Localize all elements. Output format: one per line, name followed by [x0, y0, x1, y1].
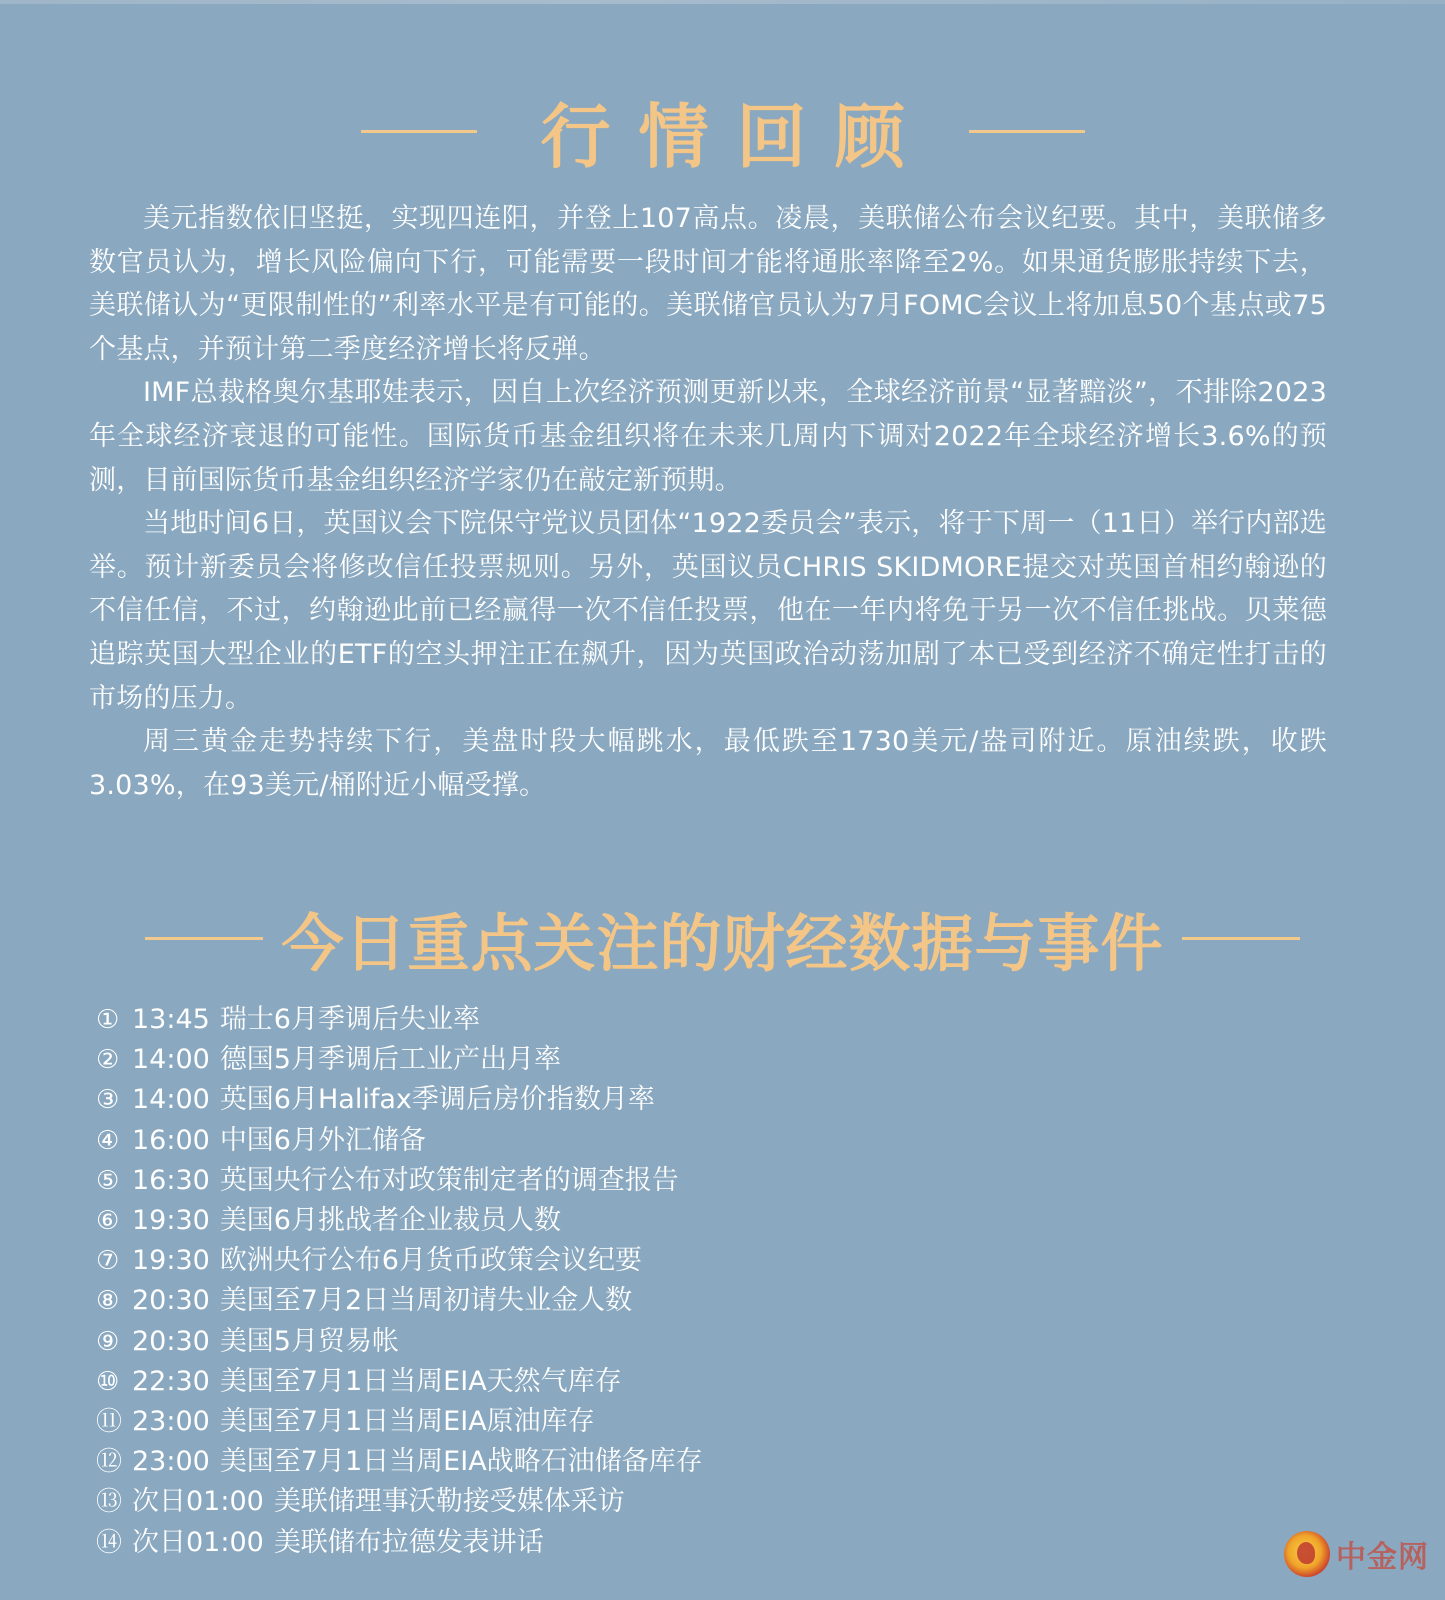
event-text: 美国至7月2日当周初请失业金人数	[219, 1285, 633, 1317]
event-number: ⑦	[96, 1246, 120, 1277]
event-number: ⑤	[96, 1165, 120, 1196]
event-text: 英国央行公布对政策制定者的调查报告	[219, 1164, 679, 1196]
event-text: 美国至7月1日当周EIA天然气库存	[219, 1365, 622, 1397]
review-section-header	[0, 86, 1445, 176]
event-time: 23:00	[132, 1406, 210, 1438]
event-time: 22:30	[132, 1365, 210, 1397]
event-number: ⑬	[96, 1487, 123, 1518]
event-text: 瑞士6月季调后失业率	[219, 1004, 480, 1035]
review-body	[89, 197, 1327, 807]
list-item	[96, 1000, 703, 1040]
list-item	[96, 1442, 703, 1482]
review-section-title: 行情回顾	[540, 95, 933, 178]
title-line-right	[969, 130, 1085, 133]
event-time: 13:45	[132, 1004, 210, 1035]
list-item	[96, 1402, 703, 1442]
event-number: ⑥	[96, 1206, 120, 1237]
list-item	[96, 1121, 703, 1161]
list-item	[96, 1080, 703, 1120]
event-number: ④	[96, 1125, 120, 1156]
event-text: 中国6月外汇储备	[219, 1124, 426, 1156]
event-time: 19:30	[132, 1205, 210, 1237]
event-text: 美国6月挑战者企业裁员人数	[219, 1205, 561, 1237]
event-number: ②	[96, 1045, 120, 1076]
event-text: 美联储理事沃勒接受媒体采访	[273, 1486, 625, 1518]
review-paragraph: 美元指数依旧坚挺，实现四连阳，并登上107高点。凌晨，美联储公布会议纪要。其中，美联储多数官员认为，增长风险偏向下行，可能需要一段时间才能将通胀率降至2%。如果通货膨胀持续下去，美联储认为“更限制性的”利率水平是有可能的。美联储官员认为7月FOMC会议上将加息50个基点或75个基点，并预计第二季度经济增长将反弹。	[89, 203, 1327, 365]
watermark-text: 中金网	[1336, 1540, 1429, 1575]
list-item	[96, 1241, 703, 1281]
event-number: ①	[96, 1005, 120, 1035]
event-time: 次日01:00	[132, 1526, 264, 1558]
event-number: ⑩	[96, 1366, 120, 1397]
event-number: ⑪	[96, 1407, 123, 1438]
event-number: ⑧	[96, 1286, 120, 1317]
event-time: 14:00	[132, 1044, 210, 1076]
event-time: 14:00	[132, 1084, 210, 1116]
review-paragraph: 当地时间6日，英国议会下院保守党议员团体“1922委员会”表示，将于下周一（11日）举行内部选举。预计新委员会将修改信任投票规则。另外，英国议员CHRIS SKIDMORE提交对英国首相约翰逊的不信任信，不过，约翰逊此前已经赢得一次不信任投票，他在一年内将免于另一次不信任挑战。贝莱德追踪英国大型企业的ETF的空头押注正在飙升，因为英国政治动荡加剧了本已受到经济不确定性打击的市场的压力。	[89, 508, 1327, 714]
list-item	[96, 1482, 703, 1522]
event-time: 次日01:00	[132, 1486, 264, 1518]
top-edge-strip	[0, 0, 1445, 4]
list-item	[96, 1040, 703, 1080]
event-time: 23:00	[132, 1446, 210, 1478]
title-line-right	[1182, 937, 1300, 940]
event-text: 美国5月贸易帐	[219, 1325, 399, 1357]
list-item	[96, 1201, 703, 1241]
event-text: 美国至7月1日当周EIA原油库存	[219, 1406, 595, 1438]
event-text: 欧洲央行公布6月货币政策会议纪要	[219, 1245, 642, 1277]
event-text: 英国6月Halifax季调后房价指数月率	[219, 1084, 655, 1116]
review-paragraph: IMF总裁格奥尔基耶娃表示，因自上次经济预测更新以来，全球经济前景“显著黯淡”，不排除2023年全球经济衰退的可能性。国际货币基金组织将在未来几周内下调对2022年全球经济增长3.6%的预测，目前国际货币基金组织经济学家仍在敲定新预期。	[89, 377, 1327, 496]
event-number: ⑭	[96, 1527, 123, 1558]
title-line-left	[145, 937, 263, 940]
event-text: 德国5月季调后工业产出月率	[219, 1044, 561, 1076]
title-line-left	[361, 130, 477, 133]
event-text: 美联储布拉德发表讲话	[273, 1526, 544, 1558]
event-time: 20:30	[132, 1285, 210, 1317]
events-section-header	[0, 898, 1445, 978]
event-time: 20:30	[132, 1325, 210, 1357]
list-item	[96, 1322, 703, 1362]
events-section-title: 今日重点关注的财经数据与事件	[281, 906, 1164, 980]
event-number: ⑫	[96, 1447, 123, 1478]
event-text: 美国至7月1日当周EIA战略石油储备库存	[219, 1446, 703, 1478]
events-list	[96, 1000, 703, 1563]
event-time: 16:00	[132, 1124, 210, 1156]
review-paragraph: 周三黄金走势持续下行，美盘时段大幅跳水，最低跌至1730美元/盎司附近。原油续跌，收跌3.03%，在93美元/桶附近小幅受撑。	[89, 726, 1327, 801]
list-item	[96, 1161, 703, 1201]
event-number: ⑨	[96, 1326, 120, 1357]
list-item	[96, 1523, 703, 1563]
list-item	[96, 1281, 703, 1321]
event-time: 19:30	[132, 1245, 210, 1277]
event-time: 16:30	[132, 1164, 210, 1196]
watermark	[1284, 1522, 1434, 1586]
list-item	[96, 1362, 703, 1402]
brand-logo-icon	[1284, 1531, 1330, 1577]
event-number: ③	[96, 1085, 120, 1116]
